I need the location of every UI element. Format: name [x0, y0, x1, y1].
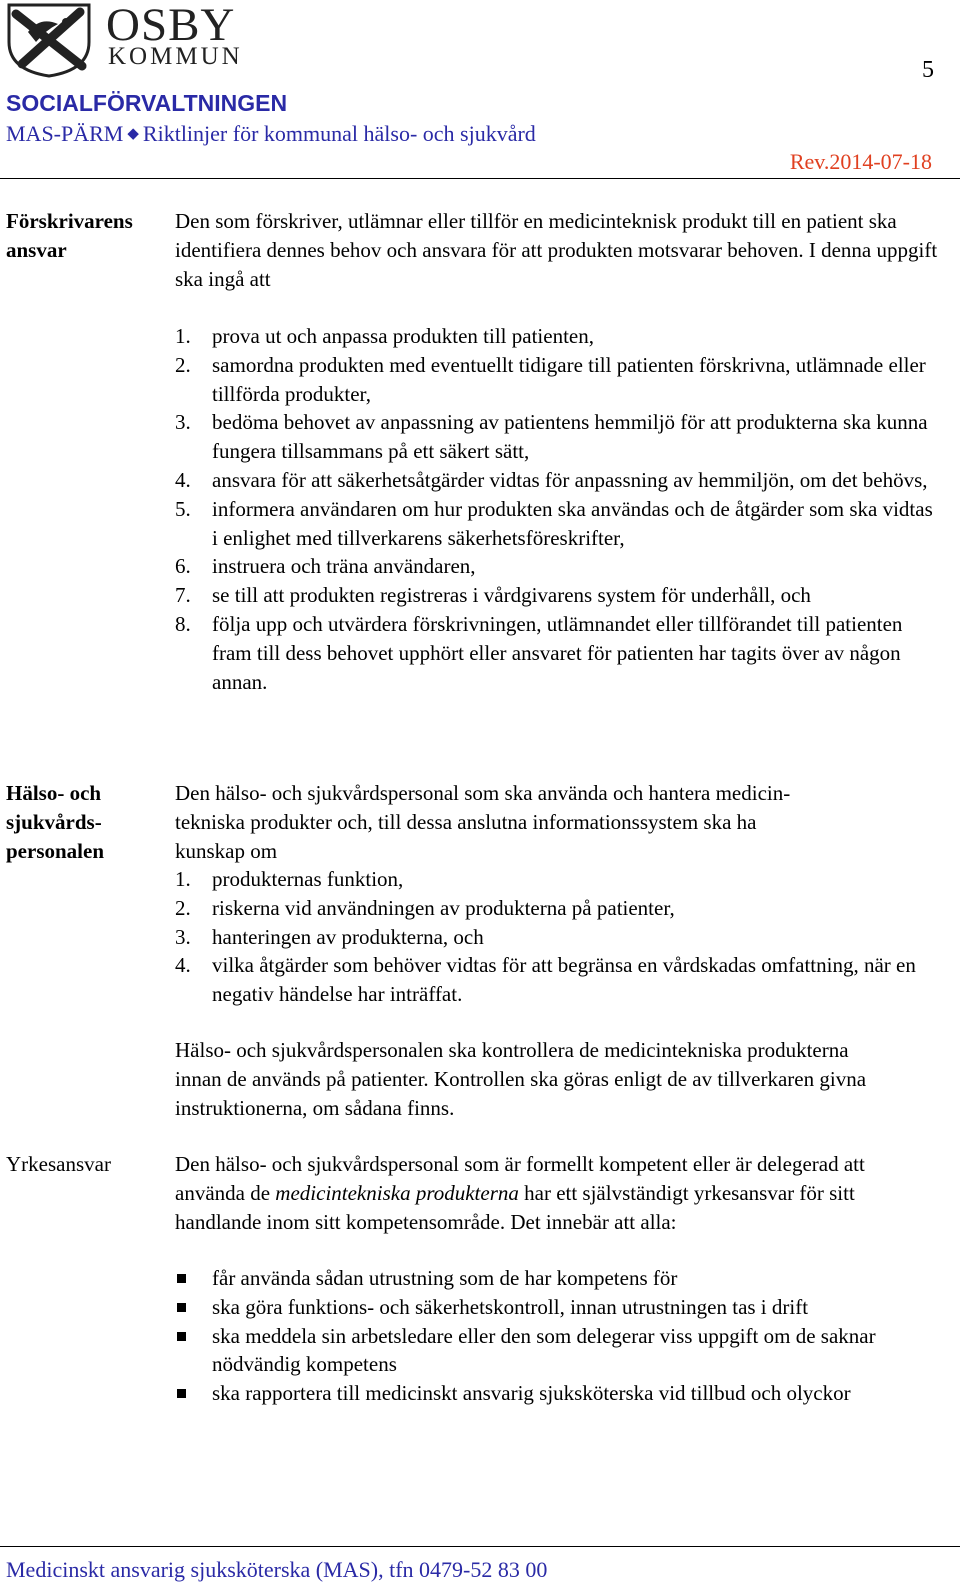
list-item-text: samordna produkten med eventuellt tidigare till patienten förskrivna, utlämnade eller tillförda produkter,	[212, 352, 926, 406]
list-item-text: hanteringen av produkterna, och	[212, 924, 484, 949]
professional-intro-emphasis: medicintekniska produkterna	[275, 1181, 519, 1205]
list-item-text: får använda sådan utrustning som de har kompetens för	[212, 1266, 678, 1290]
list-item-text: prova ut och anpassa produkten till patienten,	[212, 324, 594, 348]
list-number: 5.	[175, 496, 191, 521]
staff-control-paragraph: Hälso- och sjukvårdspersonalen ska kontrollera de medicintekniska produkterna innan de används på patienter. Kontrollen ska göras enligt de av tillverkaren givna instruktionerna, om sådana finns.	[175, 1038, 867, 1120]
list-item-text: produkternas funktion,	[212, 867, 404, 891]
professional-section-label: Yrkesansvar	[6, 1152, 111, 1176]
list-item	[175, 1322, 940, 1380]
prescriber-label-line1: Förskrivarens	[6, 209, 133, 233]
list-item	[175, 1379, 940, 1408]
prescriber-intro: Den som förskriver, utlämnar eller tillför en medicinteknisk produkt till en patient ska identifiera dennes behov och ansvara för att produkten motsvarar behoven. I denna uppgift ska ingå att	[175, 209, 938, 291]
list-item-text: bedöma behovet av anpassning av patientens hemmiljö för att produkterna ska kunna fungera tillsammans på ett säkert sätt,	[212, 410, 928, 464]
list-number: 4.	[175, 953, 191, 978]
list-item	[175, 923, 940, 952]
square-bullet-icon	[177, 1303, 186, 1312]
list-item	[175, 1293, 940, 1322]
list-number: 3.	[175, 410, 191, 435]
professional-intro-start: Den hälso- och sjukvårdspersonal som är formellt kompetent eller är delegerad att använda de	[175, 1152, 865, 1205]
list-item-text: instruera och träna användaren,	[212, 554, 476, 579]
list-item-text: följa upp och utvärdera förskrivningen, utlämnandet eller tillförandet till patienten fram till dess behovet upphört eller ansvaret för patienten har tagits över av någon annan.	[212, 611, 903, 694]
list-item	[175, 581, 940, 610]
logo-osby: OSBY	[106, 0, 236, 51]
prescriber-task-list	[175, 322, 940, 696]
staff-label-line3: personalen	[6, 839, 105, 863]
square-bullet-icon	[177, 1332, 186, 1341]
list-number: 7.	[175, 583, 191, 608]
staff-intro-line3: kunskap om	[175, 839, 278, 863]
list-number: 2.	[175, 895, 191, 920]
list-number: 1.	[175, 867, 191, 891]
footer-contact: Medicinskt ansvarig sjuksköterska (MAS), tfn 0479-52 83 00	[6, 1557, 548, 1582]
binder-name: MAS-PÄRM	[6, 121, 124, 146]
list-item-text: ska meddela sin arbetsledare eller den som delegerar viss uppgift om de saknar nödvändig kompetens	[212, 1323, 876, 1377]
list-number: 6.	[175, 554, 191, 579]
list-number: 2.	[175, 352, 191, 377]
prescriber-label-line2: ansvar	[6, 238, 67, 262]
list-item	[175, 351, 940, 409]
list-item-text: ska rapportera till medicinskt ansvarig sjuksköterska vid tillbud och olyckor	[212, 1381, 851, 1406]
staff-label-line1: Hälso- och	[6, 781, 102, 805]
list-item	[175, 466, 940, 495]
list-number: 3.	[175, 924, 191, 949]
square-bullet-icon	[177, 1274, 186, 1283]
list-item-text: ansvara för att säkerhetsåtgärder vidtas för anpassning av hemmiljön, om det behövs,	[212, 467, 928, 492]
header-divider	[0, 178, 960, 179]
staff-intro-line1: Den hälso- och sjukvårdspersonal som ska använda och hantera medicin-	[175, 781, 791, 805]
staff-knowledge-list	[175, 865, 940, 1009]
staff-intro-line2: tekniska produkter och, till dessa anslutna informationssystem ska ha	[175, 810, 757, 834]
list-number: 1.	[175, 324, 191, 348]
list-item	[175, 495, 940, 553]
list-item-text: riskerna vid användningen av produkterna på patienter,	[212, 895, 675, 920]
professional-intro	[175, 1150, 940, 1237]
list-item	[175, 1264, 940, 1293]
staff-intro	[175, 779, 940, 866]
square-bullet-icon	[177, 1389, 186, 1398]
list-item	[175, 610, 940, 696]
staff-label-line2: sjukvårds-	[6, 810, 102, 834]
footer-divider	[0, 1546, 960, 1547]
list-number: 8.	[175, 611, 191, 636]
revision-date: Rev.2014-07-18	[789, 149, 932, 174]
staff-section-label	[6, 779, 104, 866]
list-item	[175, 408, 940, 466]
document-subtitle	[6, 121, 536, 147]
list-item	[175, 322, 940, 351]
guideline-title: Riktlinjer för kommunal hälso- och sjukvård	[142, 121, 536, 146]
list-item	[175, 894, 940, 923]
list-item-text: ska göra funktions- och säkerhetskontroll, innan utrustningen tas i drift	[212, 1294, 809, 1319]
department-title: SOCIALFÖRVALTNINGEN	[6, 90, 288, 116]
osby-coat-of-arms-logo	[6, 2, 92, 78]
prescriber-section-label	[6, 207, 133, 265]
list-item-text: informera användaren om hur produkten ska användas och de åtgärder som ska vidtas i enlighet med tillverkarens säkerhetsföreskrifter,	[212, 496, 933, 550]
list-number: 4.	[175, 467, 191, 492]
list-item	[175, 951, 940, 1009]
professional-intro-end: har ett självständigt yrkesansvar för sitt handlande inom sitt kompetensområde. Det innebär att alla:	[175, 1181, 855, 1234]
list-item	[175, 552, 940, 581]
professional-bullet-list	[175, 1264, 940, 1408]
list-item	[175, 865, 940, 894]
diamond-separator-icon: ◆	[127, 126, 139, 142]
list-item-text: vilka åtgärder som behöver vidtas för att begränsa en vårdskadas omfattning, när en negativ händelse har inträffat.	[212, 953, 916, 1007]
logo-kommun: KOMMUN	[108, 43, 243, 70]
page-number: 5	[922, 57, 934, 83]
list-item-text: se till att produkten registreras i vårdgivarens system för underhåll, och	[212, 583, 811, 608]
